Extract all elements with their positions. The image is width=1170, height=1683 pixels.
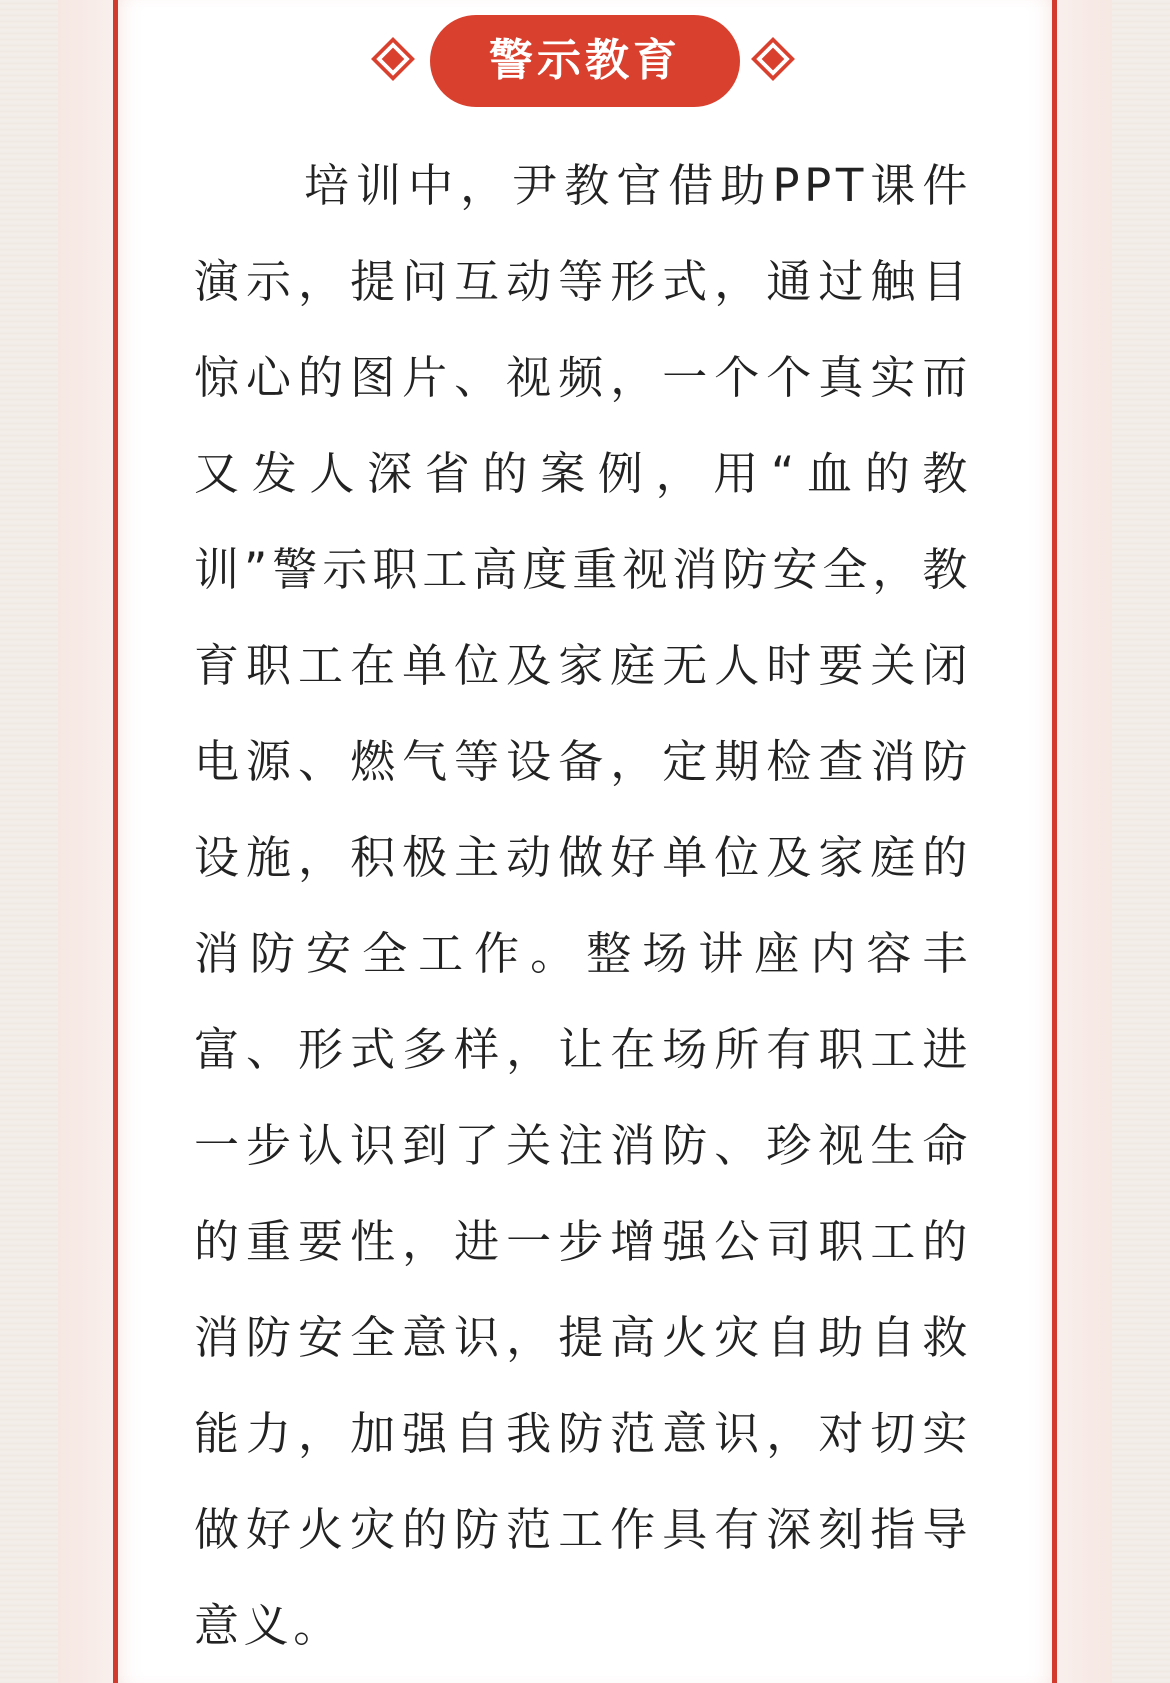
border-band-right [1057,0,1112,1683]
page-edge-right [1112,0,1170,1683]
border-band-left [58,0,113,1683]
section-header [0,15,1170,107]
diamond-ornament-icon [752,38,794,80]
red-rule-right [1052,0,1057,1683]
diamond-ornament-icon [372,38,414,80]
section-title: 警示教育 [430,15,740,107]
article-paragraph: 培训中，尹教官借助PPT课件演示，提问互动等形式，通过触目惊心的图片、视频，一个个真实而又发人深省的案例，用“血的教训”警示职工高度重视消防安全，教育职工在单位及家庭无人时要关闭电源、燃气等设备，定期检查消防设施，积极主动做好单位及家庭的消防安全工作。整场讲座内容丰富、形式多样，让在场所有职工进一步认识到了关注消防、珍视生命的重要性，进一步增强公司职工的消防安全意识，提高火灾自助自救能力，加强自我防范意识，对切实做好火灾的防范工作具有深刻指导意义。 [194,159,972,1652]
page-edge-left [0,0,58,1683]
